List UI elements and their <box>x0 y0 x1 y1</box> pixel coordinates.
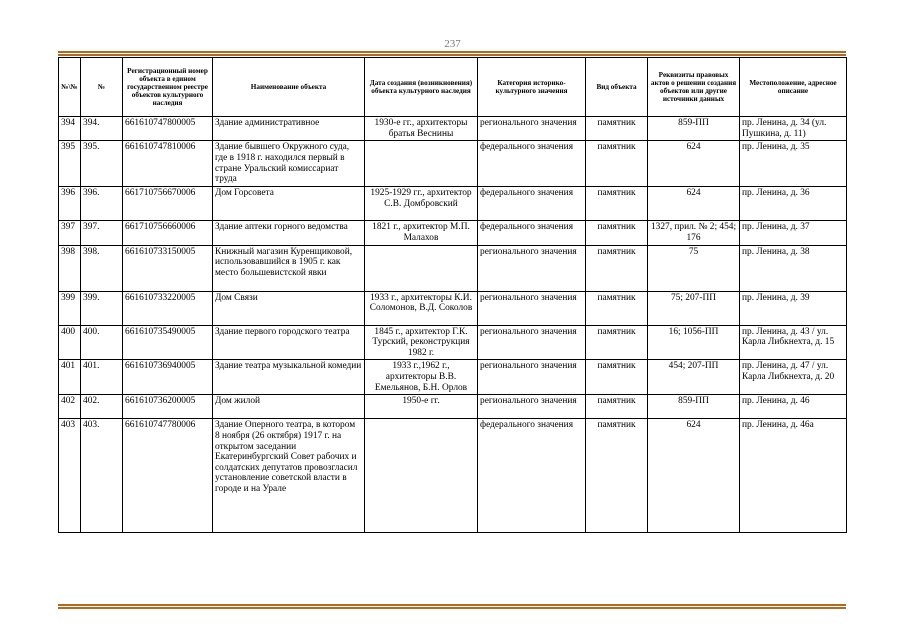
header-cell: Регистрационный номер объекта в едином государственном реестре объектов культурного наследия <box>123 58 213 117</box>
table-cell: Дом Горсовета <box>213 187 365 221</box>
page-number: 237 <box>444 38 461 50</box>
table-cell: 75 <box>648 245 740 291</box>
table-cell: 661610747800005 <box>123 117 213 141</box>
table-cell: регионального значения <box>478 360 586 395</box>
table-cell: 661610733220005 <box>123 291 213 325</box>
table-cell: федерального значения <box>478 187 586 221</box>
table-cell: 624 <box>648 187 740 221</box>
table-cell: Здание аптеки горного ведомства <box>213 221 365 245</box>
table-cell: 402 <box>59 395 81 419</box>
header-cell: Наименование объекта <box>213 58 365 117</box>
table-cell: 1327, прил. № 2; 454; 176 <box>648 221 740 245</box>
table-cell: 661710756670006 <box>123 187 213 221</box>
table-cell: 399. <box>81 291 123 325</box>
table-cell: Дом Связи <box>213 291 365 325</box>
table-cell: пр. Ленина, д. 34 (ул. Пушкина, д. 11) <box>740 117 847 141</box>
table-cell: 395. <box>81 141 123 187</box>
table-row <box>59 221 847 245</box>
table-cell: памятник <box>586 187 648 221</box>
heritage-registry-table <box>58 57 847 533</box>
table-cell: 661610736940005 <box>123 360 213 395</box>
table-cell: 396 <box>59 187 81 221</box>
table-cell: 394. <box>81 117 123 141</box>
header-row <box>59 58 847 117</box>
table-cell: пр. Ленина, д. 38 <box>740 245 847 291</box>
table-cell: регионального значения <box>478 117 586 141</box>
table-cell: 1950-е гг. <box>365 395 478 419</box>
header-cell: Вид объекта <box>586 58 648 117</box>
table-cell: памятник <box>586 291 648 325</box>
table-cell: 1933 г., архитекторы К.И. Соломонов, В.Д. Соколов <box>365 291 478 325</box>
header-cell: Реквизиты правовых актов о решении создания объектов или другие источники данных <box>648 58 740 117</box>
table-cell: пр. Ленина, д. 39 <box>740 291 847 325</box>
table-cell: 1845 г., архитектор Г.К. Турский, реконструкция 1982 г. <box>365 325 478 360</box>
bottom-divider <box>58 604 846 609</box>
table-cell: памятник <box>586 141 648 187</box>
table-cell <box>365 141 478 187</box>
table-cell: федерального значения <box>478 419 586 533</box>
table-cell: 661610736200005 <box>123 395 213 419</box>
table-cell: Здание первого городского театра <box>213 325 365 360</box>
table-row <box>59 187 847 221</box>
table-cell: 859-ПП <box>648 395 740 419</box>
table-row <box>59 117 847 141</box>
table-cell: федерального значения <box>478 141 586 187</box>
table-cell: 661610733150005 <box>123 245 213 291</box>
table-cell: 398. <box>81 245 123 291</box>
table-cell: Дом жилой <box>213 395 365 419</box>
table-row <box>59 360 847 395</box>
table-cell: Здание бывшего Окружного суда, где в 1918 г. находился первый в стране Уральский комиссариат труда <box>213 141 365 187</box>
table-cell: 661710756660006 <box>123 221 213 245</box>
table-cell: Книжный магазин Куренщиковой, использовавшийся в 1905 г. как место большевистской явки <box>213 245 365 291</box>
table-cell: 397. <box>81 221 123 245</box>
table-cell: пр. Ленина, д. 46 <box>740 395 847 419</box>
table-cell: пр. Ленина, д. 36 <box>740 187 847 221</box>
table-cell: регионального значения <box>478 291 586 325</box>
table-cell: регионального значения <box>478 245 586 291</box>
table-cell: памятник <box>586 117 648 141</box>
table-cell: 400. <box>81 325 123 360</box>
table-cell: памятник <box>586 419 648 533</box>
table-cell: 403. <box>81 419 123 533</box>
table-cell: пр. Ленина, д. 46а <box>740 419 847 533</box>
table-cell: федерального значения <box>478 221 586 245</box>
header-cell: Категория историко-культурного значения <box>478 58 586 117</box>
table-cell: Здание театра музыкальной комедии <box>213 360 365 395</box>
table-cell: 859-ПП <box>648 117 740 141</box>
table-cell: памятник <box>586 325 648 360</box>
table-cell: 661610735490005 <box>123 325 213 360</box>
table-cell: 1930-е гг., архитекторы братья Веснины <box>365 117 478 141</box>
table-cell: 16; 1056-ПП <box>648 325 740 360</box>
table-cell: 399 <box>59 291 81 325</box>
table-cell: 400 <box>59 325 81 360</box>
table-cell: 454; 207-ПП <box>648 360 740 395</box>
table-cell <box>365 245 478 291</box>
table-cell: 661610747780006 <box>123 419 213 533</box>
header-cell: №\№ <box>59 58 81 117</box>
header-cell: № <box>81 58 123 117</box>
table-cell: 394 <box>59 117 81 141</box>
header-cell: Местоположение, адресное описание <box>740 58 847 117</box>
table-cell: пр. Ленина, д. 47 / ул. Карла Либкнехта, д. 20 <box>740 360 847 395</box>
table-cell: памятник <box>586 360 648 395</box>
table-cell: 401. <box>81 360 123 395</box>
table-cell: пр. Ленина, д. 37 <box>740 221 847 245</box>
table-cell: памятник <box>586 395 648 419</box>
table-cell: 402. <box>81 395 123 419</box>
table-cell: 1821 г., архитектор М.П. Малахов <box>365 221 478 245</box>
table-cell: 1925-1929 гг., архитектор С.В. Домбровский <box>365 187 478 221</box>
table-cell <box>365 419 478 533</box>
table-cell: Здание административное <box>213 117 365 141</box>
table-cell: 401 <box>59 360 81 395</box>
table-cell: 395 <box>59 141 81 187</box>
table-cell: пр. Ленина, д. 35 <box>740 141 847 187</box>
table-cell: 396. <box>81 187 123 221</box>
table-cell: регионального значения <box>478 395 586 419</box>
table-cell: 403 <box>59 419 81 533</box>
table-cell: 398 <box>59 245 81 291</box>
table-cell: Здание Оперного театра, в котором 8 ноября (26 октября) 1917 г. на открытом заседании Екатеринбургский Совет рабочих и солдатских депутатов провозгласил установление советской власти в городе и на Урале <box>213 419 365 533</box>
table-cell: памятник <box>586 221 648 245</box>
table-cell: 1933 г.,1962 г., архитекторы В.В. Емельянов, Б.Н. Орлов <box>365 360 478 395</box>
header-cell: Дата создания (возникновения) объекта культурного наследия <box>365 58 478 117</box>
table-row <box>59 291 847 325</box>
table-cell: 624 <box>648 419 740 533</box>
table-row <box>59 395 847 419</box>
table-row <box>59 141 847 187</box>
table-row <box>59 419 847 533</box>
table-cell: 75; 207-ПП <box>648 291 740 325</box>
table-row <box>59 325 847 360</box>
table-cell: памятник <box>586 245 648 291</box>
table-cell: пр. Ленина, д. 43 / ул. Карла Либкнехта, д. 15 <box>740 325 847 360</box>
table-row <box>59 245 847 291</box>
table-cell: регионального значения <box>478 325 586 360</box>
table-cell: 624 <box>648 141 740 187</box>
table-cell: 397 <box>59 221 81 245</box>
top-divider <box>58 51 846 56</box>
table-cell: 661610747810006 <box>123 141 213 187</box>
